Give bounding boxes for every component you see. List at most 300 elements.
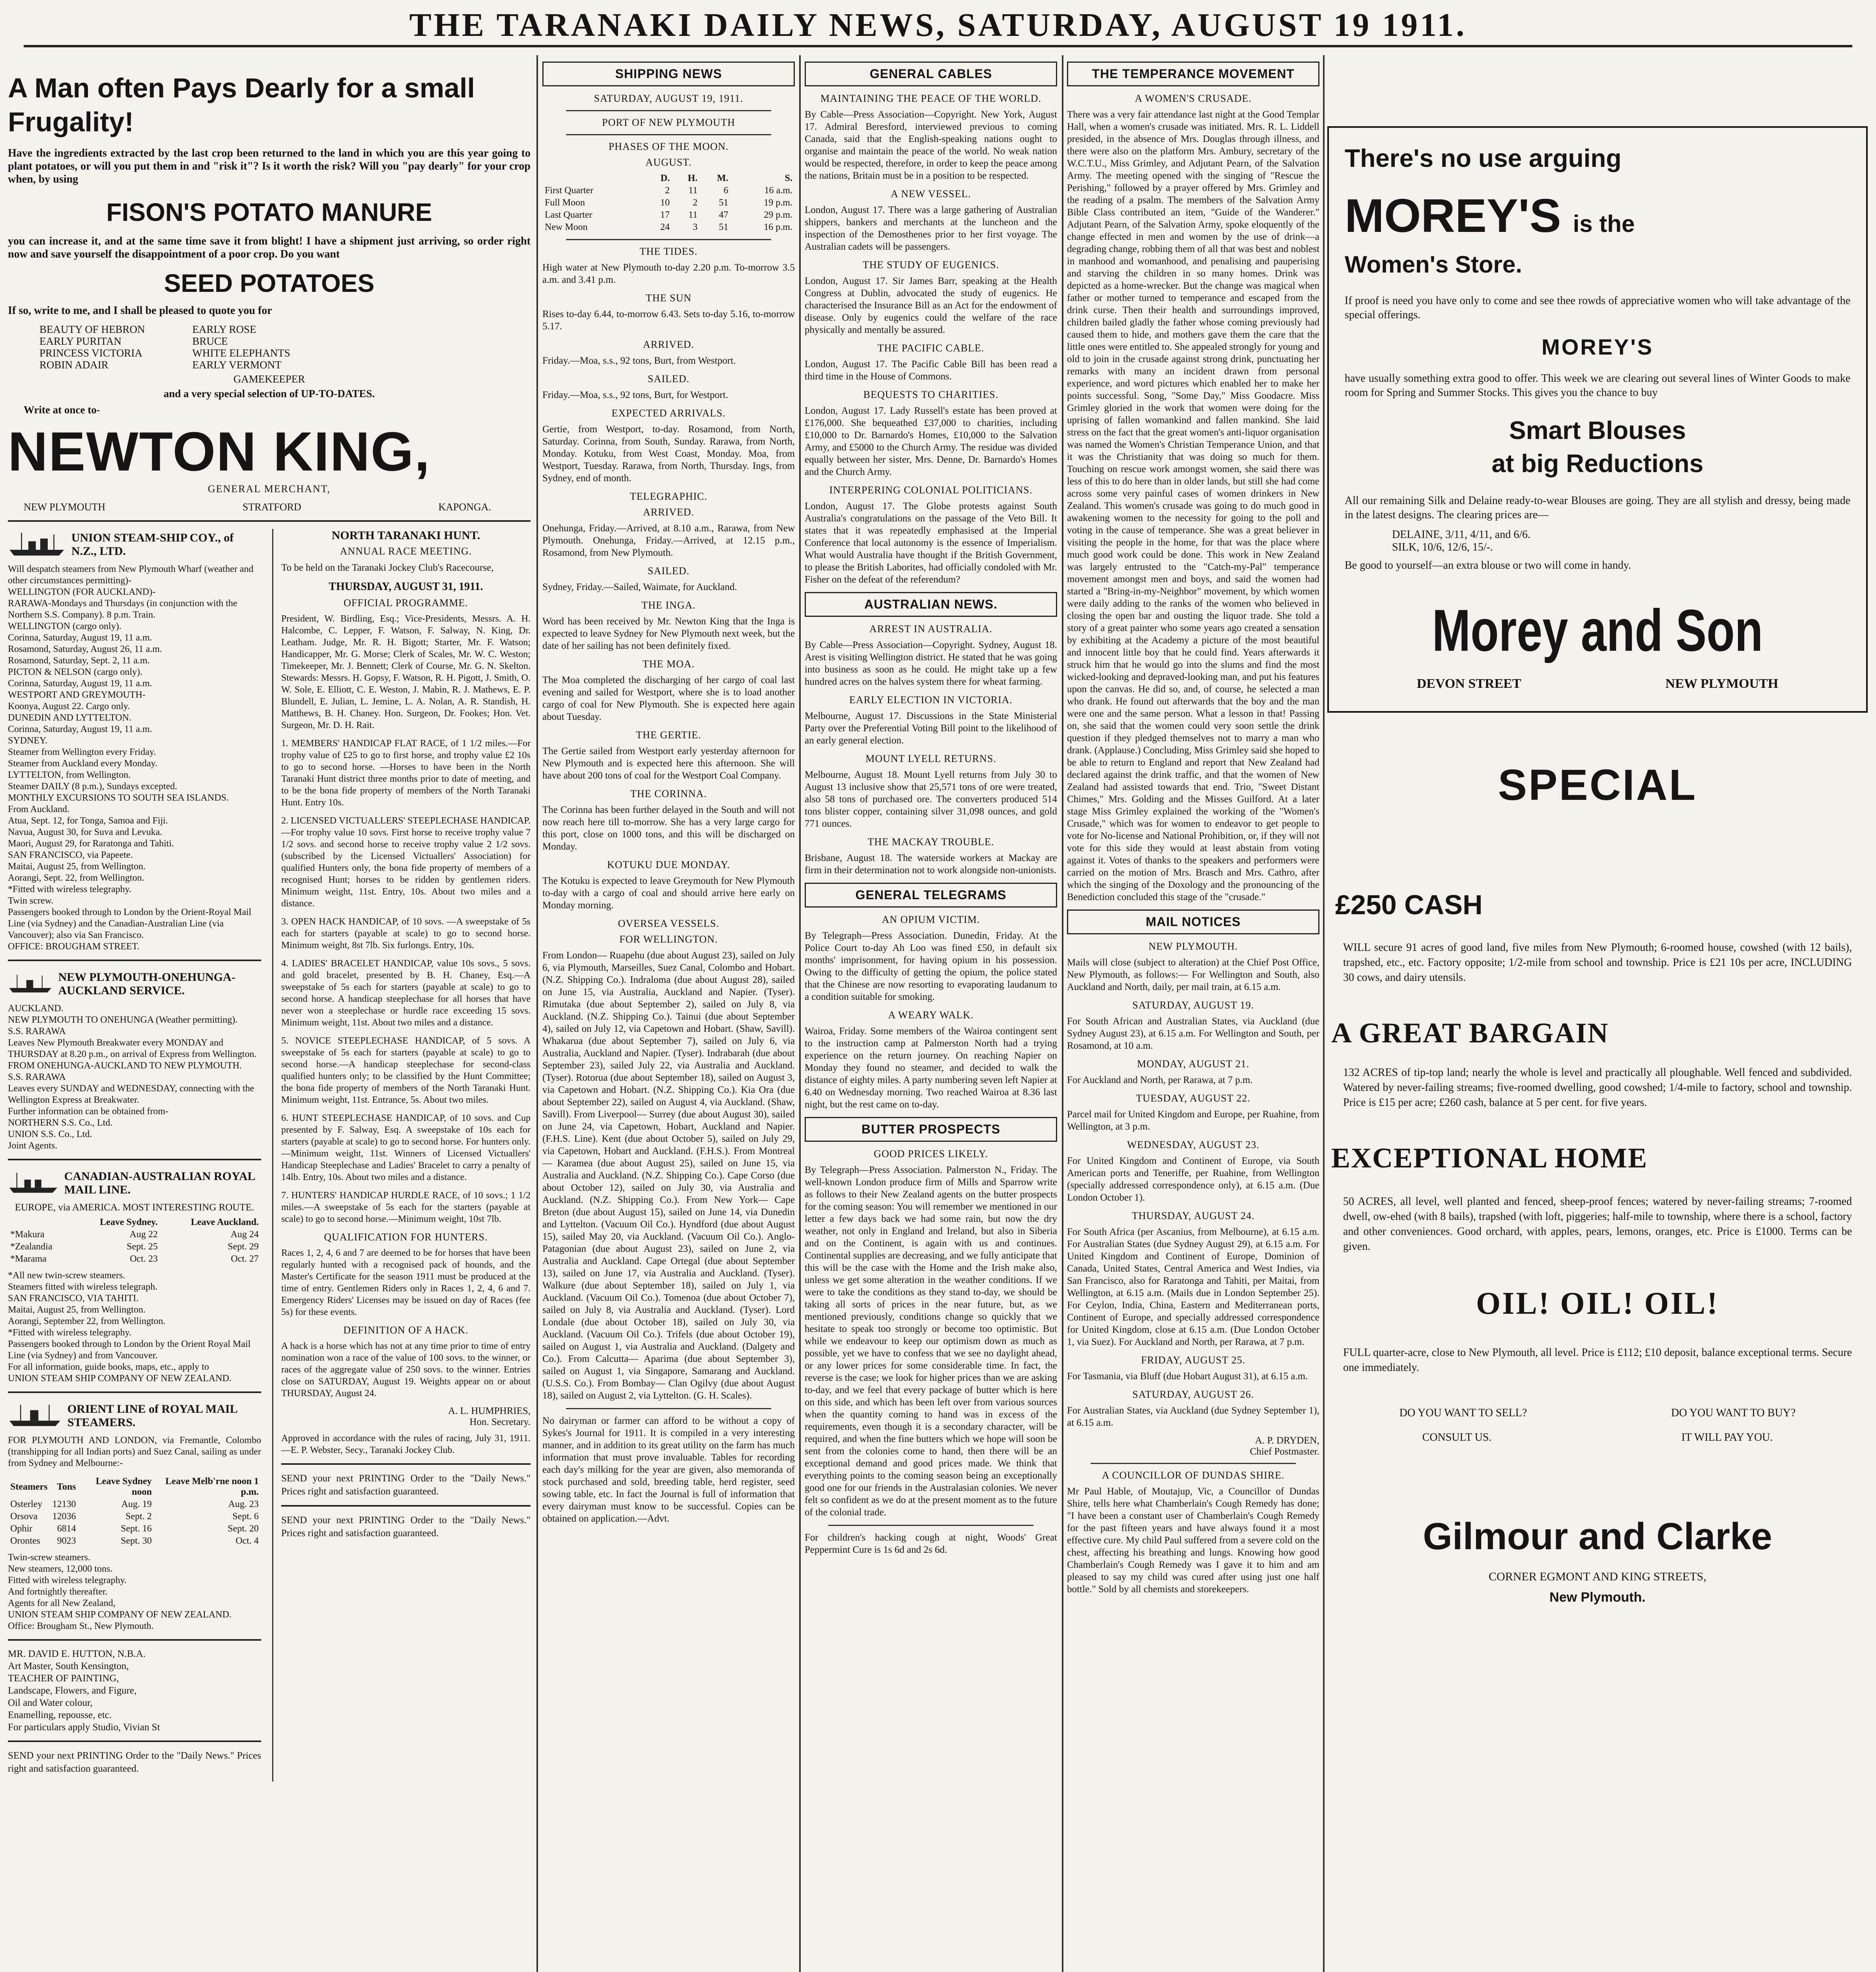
- mail-day-title: FRIDAY, AUGUST 25.: [1141, 1354, 1246, 1366]
- moreys-name-2: MOREY'S: [1541, 334, 1654, 359]
- be-good-text: Be good to yourself—an extra blouse or two will come in handy.: [1345, 559, 1631, 571]
- schedule-line: New steamers, 12,000 tons.: [8, 1564, 113, 1574]
- moreys-proof: If proof is need you have only to come and see thee rowds of appreciative women who will take advantage of the special offerings.: [1345, 295, 1850, 321]
- schedule-line: Corinna, Saturday, August 19, 11 a.m.: [8, 633, 152, 643]
- merchant-towns: [8, 495, 531, 513]
- table-row: [8, 1498, 261, 1511]
- table-cell: 24: [660, 222, 670, 232]
- table-cell: [542, 172, 645, 185]
- arrived-text: Friday.—Moa, s.s., 92 tons, Burt, from Westport.: [542, 355, 736, 366]
- schedule-line: AUCKLAND.: [8, 1003, 64, 1014]
- divider: [8, 960, 261, 961]
- schedule-line: Corinna, Saturday, August 19, 11 a.m.: [8, 724, 152, 734]
- table-cell: Aug. 19: [121, 1499, 152, 1509]
- qualification-text: Races 1, 2, 4, 6 and 7 are deemed to be for horses that have been regularly hunted with a recognised pack of hounds, and the Master's Certificate for the season 1911 must be produced at the time of entry. Gentlemen Riders only in Races 1, 2, 4, 6 and 7. Emergency Riders' Licenses may be issued on day of Races (fee 5s) for these events.: [281, 1248, 531, 1317]
- seed-intro: If so, write to me, and I shall be pleased to quote you for: [8, 304, 272, 317]
- onehunga-schedule: [8, 1003, 261, 1152]
- moreys-is-the: is the: [1573, 211, 1635, 237]
- article-title: THE MACKAY TROUBLE.: [867, 836, 994, 848]
- hunt-officials: President, W. Birdling, Esq.; Vice-Presidents, Messrs. A. H. Halcombe, C. Lepper, F. Watson, F. Salway, N. King, Dr. Leatham. Judge, Mr. R. H. Bigott; Starter, Mr. F. Watson; Handicapper, Mr. G. Morse; Clerk of Scales, Mr. W. C. Weston; Timekeeper, Mr. J. Bennett; Clerk of Course, Mr. G. N. Skelton. Stewards: Messrs. H. Gopsy, F. Watson, R. H. Pigott, J. Smith, O. W. Sole, E. Elliott, C. E. Weston, J. Mabin, R. J. Mathews, E. P. Blundell, E. Julian, L. Jemine, L. A. Nolan, A. R. Standish, H. Matthews, B. H. Chaney. Hon. Surgeon, Dr. Fookes; Hon. Vet. Surgeon, Mr. D. H. Rait.: [281, 614, 531, 730]
- table-row: [8, 1535, 261, 1547]
- table-cell: Leave Sydney.: [100, 1217, 158, 1227]
- butter-prospects-heading: BUTTER PROSPECTS: [805, 1117, 1057, 1142]
- canadian-header: [8, 1167, 261, 1199]
- race-entry: 3. OPEN HACK HANDICAP, of 10 sovs. —A sweepstake of 5s each for starters (payable at scale) to go to second horse. Minimum weight, 8st 7lb. Six furlongs. Entry, 10s.: [281, 917, 531, 951]
- table-cell: Steamers: [10, 1481, 48, 1492]
- varieties-left-list: [39, 323, 145, 371]
- gilmour-clarke-address: CORNER EGMONT AND KING STREETS,: [1489, 1570, 1706, 1583]
- varieties-right-list: [192, 323, 290, 371]
- orient-title: ORIENT LINE of ROYAL MAIL STEAMERS.: [67, 1402, 237, 1429]
- table-cell: Oct. 23: [130, 1254, 158, 1264]
- oil-text: FULL quarter-acre, close to New Plymouth, all level. Price is £112; £10 deposit, balance exceptional terms. Secure one immediately.: [1343, 1346, 1852, 1374]
- temperance-heading: THE TEMPERANCE MOVEMENT: [1067, 62, 1319, 86]
- schedule-line: Rosamond, Saturday, August 26, 11 a.m.: [8, 644, 162, 654]
- schedule-line: Maitai, August 25, from Wellington.: [8, 861, 146, 872]
- home-heading: EXCEPTIONAL HOME: [1331, 1142, 1648, 1174]
- hunt-races: [281, 738, 531, 1225]
- variety-item: PRINCESS VICTORIA: [39, 347, 142, 359]
- table-cell: Sept. 29: [228, 1242, 259, 1252]
- australian-news-heading: AUSTRALIAN NEWS.: [805, 592, 1057, 617]
- article-title: BEQUESTS TO CHARITIES.: [863, 389, 999, 400]
- onehunga-header: [8, 968, 261, 1000]
- schedule-line: Maitai, August 25, from Wellington.: [8, 1305, 146, 1315]
- table-cell: First Quarter: [545, 185, 594, 196]
- mail-day-text: For Auckland and North, per Rarawa, at 7 p.m.: [1067, 1075, 1253, 1085]
- headline-frugality: A Man often Pays Dearly for a small Frugality!: [8, 73, 475, 137]
- mail-place: NEW PLYMOUTH.: [1148, 941, 1238, 952]
- schedule-line: Leaves New Plymouth Breakwater every MONDAY and THURSDAY at 8.20 p.m., on arrival of Express from Wellington.: [8, 1038, 257, 1059]
- overseas-title: OVERSEA VESSELS.: [618, 918, 719, 929]
- canadian-sailings-table: [8, 1216, 261, 1265]
- variety-item: BEAUTY OF HEBRON: [39, 323, 145, 335]
- mail-day-title: TUESDAY, AUGUST 22.: [1136, 1092, 1251, 1104]
- arrived-title: ARRIVED.: [643, 339, 695, 350]
- seed-footer: and a very special selection of UP-TO-DATES.: [163, 388, 375, 400]
- tele-sailed-text: Sydney, Friday.—Sailed, Waimate, for Auckland.: [542, 582, 737, 592]
- column-general-cables: [805, 59, 1057, 1972]
- postmaster-role: Chief Postmaster.: [1250, 1446, 1319, 1457]
- schedule-line: Aorangi, Sept. 22, from Wellington.: [8, 873, 144, 883]
- table-cell: 2: [693, 198, 698, 208]
- sun-title: THE SUN: [645, 292, 692, 304]
- table-row: [542, 221, 795, 233]
- councillor-title: A COUNCILLOR OF DUNDAS SHIRE.: [1102, 1470, 1285, 1481]
- bargain-heading: A GREAT BARGAIN: [1331, 1017, 1609, 1049]
- table-cell: Sept. 30: [121, 1536, 152, 1546]
- article-title: ARREST IN AUSTRALIA.: [869, 623, 993, 635]
- schedule-line: Steamers fitted with wireless telegraph.: [8, 1282, 158, 1292]
- gilmour-clarke-name: Gilmour and Clarke: [1423, 1515, 1772, 1557]
- schedule-line: *Fitted with wireless telegraphy.: [8, 884, 132, 894]
- schedule-line: OFFICE: BROUGHAM STREET.: [8, 941, 140, 952]
- table-cell: 47: [719, 210, 729, 220]
- morey-address: [1345, 676, 1850, 691]
- sell-buy-line: [1327, 1407, 1868, 1419]
- schedule-line: Steamer from Wellington every Friday.: [8, 747, 156, 757]
- mail-notices-heading: MAIL NOTICES: [1067, 909, 1319, 934]
- divider: [1091, 1463, 1296, 1464]
- hunt-subcolumn: [272, 529, 531, 1782]
- merchant-role: GENERAL MERCHANT,: [207, 483, 331, 495]
- mail-day-text: For Australian States, via Auckland (due Sydney September 1), at 6.15 a.m.: [1067, 1405, 1319, 1428]
- article-title: THE STUDY OF EUGENICS.: [862, 259, 1000, 271]
- town-label: NEW PLYMOUTH: [24, 501, 106, 513]
- moreys-advert: [1327, 126, 1868, 713]
- schedule-line: Aorangi, September 22, from Wellington.: [8, 1316, 166, 1326]
- divider: [8, 1740, 261, 1742]
- article-text: By Cable—Press Association—Copyright. Sydney, August 18. Arest is visiting Wellington district. He stated that he was going into business as soon as he could. He might take up a few hundred acres on the halves system there for wheat farming.: [805, 640, 1057, 687]
- mail-day-text: For South African and Australian States, via Auckland (due Sydney August 23), at 6.15 a.m. For Wellington and South, per Rosamond, at 10 a.m.: [1067, 1016, 1319, 1051]
- article-title: EARLY ELECTION IN VICTORIA.: [849, 694, 1013, 706]
- moon-title: PHASES OF THE MOON.: [608, 141, 729, 152]
- printing-advert: SEND your next PRINTING Order to the "Daily News." Prices right and satisfaction guaranteed.: [281, 1515, 531, 1539]
- column-rule: [1062, 55, 1063, 1972]
- union-steamship-schedule: [8, 564, 261, 952]
- article-text: Melbourne, August 17. Discussions in the State Ministerial Party over the Preferential Voting Bill point to the likelihood of an early general election.: [805, 711, 1057, 746]
- town-label: STRATFORD: [242, 501, 301, 513]
- table-cell: 9023: [57, 1536, 76, 1546]
- newton-king-name: NEWTON KING,: [8, 420, 431, 482]
- table-row: [542, 209, 795, 221]
- schedule-line: NORTHERN S.S. Co., Ltd.: [8, 1118, 113, 1128]
- orient-header: [8, 1400, 261, 1432]
- divider: [8, 1639, 261, 1641]
- tele-arrived-text: Onehunga, Friday.—Arrived, at 8.10 a.m., Rarawa, from New Plymouth. Onehunga, Friday.—Arrived, at 12.15 p.m., Rosamond, from New Plymouth.: [542, 523, 795, 558]
- article-title: AN OPIUM VICTIM.: [882, 914, 980, 925]
- schedule-line: *All new twin-screw steamers.: [8, 1270, 125, 1281]
- table-cell: 51: [719, 198, 729, 208]
- steamship-icon: [8, 1400, 62, 1432]
- column-rule: [799, 55, 801, 1972]
- schedule-line: Passengers booked through to London by the Orient-Royal Mail Line (via Sydney) and the Canadian-Australian Line (via Vancouver); also via San Francisco.: [8, 907, 252, 940]
- mail-day-title: MONDAY, AUGUST 21.: [1137, 1058, 1250, 1070]
- address-town: NEW PLYMOUTH: [1665, 676, 1779, 691]
- schedule-line: Twin screw.: [8, 896, 54, 906]
- steamship-icon: [8, 968, 53, 1000]
- table-row: [542, 185, 795, 197]
- inga-text: Word has been received by Mr. Newton King that the Inga is expected to leave Sydney for New Plymouth next week, but the date of her sailing has not been definitely fixed.: [542, 616, 795, 651]
- steamship-icon: [8, 1167, 59, 1199]
- table-cell: Sept. 2: [125, 1511, 152, 1522]
- moreys-womens-store: Women's Store.: [1345, 251, 1522, 278]
- schedule-line: FROM ONEHUNGA-AUCKLAND TO NEW PLYMOUTH.: [8, 1061, 242, 1071]
- race-entry: 5. NOVICE STEEPLECHASE HANDICAP, of 5 sovs. A sweepstake of 5s each for starters (payable at scale) to go to second horse.—A handicap steeplechase for second-class qualified hunters only; to be classified by the Hunt Committee; the bona fide property of members of the North Taranaki Hunt. Minimum weight, 11st. Entrance, 5s. About two miles.: [281, 1036, 531, 1105]
- advert-line: Oil and Water colour,: [8, 1697, 93, 1708]
- table-cell: [8, 1216, 73, 1229]
- article-text: London, August 17. The Globe protests against South Australia's congratulations on the passage of the Veto Bill. It states that it was repeatedly emphasised at the Imperial Conference that local autonomy is the essence of Imperialism. What would Australia have thought if the British Government, to please the British Laborites, had officially condoled with Mr. Fisher on the defeat of the referendum?: [805, 501, 1057, 585]
- schedule-line: PICTON & NELSON (cargo only).: [8, 667, 143, 677]
- price-line: DELAINE, 3/11, 4/11, and 6/6.: [1392, 528, 1530, 541]
- canadian-notes: [8, 1270, 261, 1384]
- table-cell: New Moon: [545, 222, 588, 232]
- cash-text: WILL secure 91 acres of good land, five miles from New Plymouth; 6-roomed house, cowshed (with 12 bails), trapshed, etc., etc. Factory opposite; 1/2-mile from school and township. Price is £21 10s per acre, INCLUDING 30 cows, and dairy utensils.: [1343, 941, 1852, 984]
- table-cell: D.: [660, 173, 670, 183]
- shipping-news-heading: SHIPPING NEWS: [542, 62, 795, 86]
- overseas-text: From London— Ruapehu (due about August 23), sailed on July 6, via Plymouth, Marseilles, Suez Canal, Colombo and Hobart. (N.Z. Shipping Co.). Indraloma (due about August 28), sailed on June 15, via Australia, Auckland and Napier. (Tyser). Rimutaka (due about September 2), sailed on July 8, via Auckland. (N.Z. Shipping Co.). Tainui (due about September 4), sailed on July 12, via Capetown and Hobart. (Shaw, Savill). Whakarua (due about September 7), sailed on July 6, via Australia, Auckland and Napier. (Tyser). Indrabarah (due about September 23), sailed July 22, via Australia and Auckland. (Tyser). Rotorua (due about September 18), sailed on August 3, via Capetown and Hobart. (N.Z. Shipping Co.). Kia Ora (due about September 22), sailed on August 4, via Auckland. (Shaw, Savill). From Liverpool— Surrey (due about August 30), sailed on June 24, via Capetown, Hobart, Auckland and Napier. (F.H.S. Line). Kent (due about October 5), sailed on July 29, via Capetown, Hobart and Auckland. (F.H.S.). From Montreal— Karamea (due about August 25), sailed on June 15, via Australia and Auckland. (N.Z. Shipping Co.). Cape Corso (due about October 12), sailed on July 30, via Australia and Auckland. (N.Z. Shipping Co.). From New York— Cape Breton (due about August 15), sailed on June 14, via Dunedin and Lyttelton. (Vacuum Oil Co.). Hyndford (due about August 15), sailed May 20, via Auckland. (Vacuum Oil Co.). Anglo-Patagonian (due about August 23), sailed on June 2, via Australia and Auckland. Cape Ortegal (due about September 13), sailed on June 17, via Australia and Auckland. (Tyser). Walkure (due about September 18), sailed on July 1, via Auckland. (Vacuum Oil Co.). Tomenoa (due about October 7), sailed on July 8, via Australia and Auckland. (Tyser). Lord Londale (due about October 18), sailed on July 30, via Auckland. (Vacuum Oil Co.). Trifels (due about October 19), sailed on August 1, via Australia and Auckland. (Dalgety and Co.). From Calcutta— Aparima (due about September 3), sailed on August 1, via Singapore, Samarang and Auckland. (U.S.S. Co.). From Bombay— Clan Ogilvy (due about August 18), sailed on August 2, via Lyttelton. (G. H. Scales).: [542, 950, 795, 1401]
- councillor-text: Mr Paul Hable, of Moutajup, Vic, a Councillor of Dundas Shire, tells here what Chamberlain's Cough Remedy has done; "I have been a constant user of Chamberlain's Cough Remedy for the past fifteen years and have always found it a most effective cure. My child Paul suffered from a severe cold on the chest, affecting his breathing and lungs. Knowing how good Chamberlain's Cough Remedy was I gave it to him and am pleased to say my child was cured after using just one half bottle." Sold by all chemists and storekeepers.: [1067, 1486, 1319, 1595]
- table-cell: Aug 22: [129, 1229, 158, 1240]
- table-cell: *Marama: [10, 1254, 47, 1264]
- schedule-line: Further information can be obtained from-: [8, 1106, 169, 1117]
- bargain-text: 132 ACRES of tip-top land; nearly the whole is level and practically all ploughable. Well fenced and subdivided. Watered by never-failing streams; five-roomed dwelling, good cowshed; 1/4-mile to factory, school and township. Price is £15 per acre; £260 cash, balance at 5 per cent. for five years.: [1343, 1066, 1852, 1109]
- canadian-title: CANADIAN-AUSTRALIAN ROYAL MAIL LINE.: [64, 1170, 255, 1196]
- orient-subtitle: FOR PLYMOUTH AND LONDON, via Fremantle, Colombo (transhipping for all Indian ports) and Suez Canal, sailing as under from Sydney and Melbourne:-: [8, 1435, 261, 1468]
- moa-title: THE MOA.: [642, 658, 695, 670]
- table-cell: H.: [688, 173, 698, 183]
- mail-day-text: For South Africa (per Ascanius, from Melbourne), at 6.15 a.m. For Australian States (due Sydney August 29), at 6.15 a.m. For United Kingdom and Continent of Europe, Dominion of Canada, United States, Central America and West Indies, via San Francisco, also for Raratonga and Tahiti, per Maitai, from Wellington, at 6.15 a.m. (Mails due in London September 25). For Ceylon, India, China, Eastern and Mediterranean ports, Continent of Europe, and specially addressed correspondence for United Kingdom, close at 6.15 a.m. (Due London October 1, via Suez). For Auckland and North, per Rarawa, at 7 p.m.: [1067, 1227, 1319, 1347]
- divider: [8, 1391, 261, 1393]
- overseas-subtitle: FOR WELLINGTON.: [619, 934, 718, 945]
- table-cell: 19 p.m.: [764, 198, 792, 208]
- potato-intro: Have the ingredients extracted by the last crop been returned to the land in which you are this year going to plant potatoes, or will you put them in and "risk it"? Is it worth the risk? Will you "pay dearly" for your crop when, by using: [8, 147, 531, 185]
- moon-phases-table: [542, 172, 795, 233]
- schedule-line: Steamer from Auckland every Monday.: [8, 758, 157, 769]
- blouses-text: All our remaining Silk and Delaine ready-to-wear Blouses are going. They are all stylish and dressy, being made in the latest designs. The clearing prices are—: [1345, 495, 1850, 521]
- column-advertisements-right: [1327, 59, 1868, 1972]
- corinna-text: The Corinna has been further delayed in the South and will not now reach here till to-morrow. She has a very large cargo for this port, close on 1000 tons, and this will be discharged on Monday.: [542, 805, 795, 852]
- sykes-journal-notice: No dairyman or farmer can afford to be without a copy of Sykes's Journal for 1911. It is compiled in a very interesting manner, and in addition to its great utility on the farm has much information that must prove invaluable. Tables for recording each day's milking for the year are given, also memoranda of stock purchased and sold, breeding table, herd register, seed sowing table, etc. In fact the Journal is full of information that every dairyman must know to be successful. Copies can be obtained on application.—Advt.: [542, 1416, 795, 1524]
- race-entry: 4. LADIES' BRACELET HANDICAP, value 10s sovs., 5 sovs. and gold bracelet, presented by B. H. Chaney, Esq.—A sweepstake of 5s each for starters (payable at scale) to go to second horse. A handicap steeplechase for all horses that have never won a steeplechase or hurdle race exceeding 15 sovs. Minimum weight, 11st. About two miles and a distance.: [281, 958, 531, 1028]
- table-cell: Tons: [57, 1481, 76, 1492]
- manure-text: you can increase it, and at the same time save it from blight! I have a shipment just arriving, so order right now and save yourself the disappointment of a poor crop. Do you want: [8, 235, 531, 260]
- article-text: London, August 17. The Pacific Cable Bill has been read a third time in the House of Commons.: [805, 359, 1057, 382]
- hunt-title: NORTH TARANAKI HUNT.: [331, 529, 480, 542]
- article-text: London, August 17. Sir James Barr, speaking at the Health Congress at Dublin, advocated the study of eugenics. He characterised the Insurance Bill as an Act for the endowment of disease. Only by eugenics could the welfare of the race physically and mentally be assured.: [805, 276, 1057, 335]
- hack-title: DEFINITION OF A HACK.: [343, 1324, 469, 1336]
- schedule-line: For all information, guide books, maps, etc., apply to: [8, 1362, 209, 1372]
- mail-day-title: THURSDAY, AUGUST 24.: [1132, 1210, 1255, 1221]
- expected-title: EXPECTED ARRIVALS.: [611, 407, 726, 419]
- variety-item: EARLY VERMONT: [192, 359, 282, 371]
- morey-and-son-name: Morey and Son: [1432, 597, 1763, 663]
- schedule-line: And fortnightly thereafter.: [8, 1587, 108, 1597]
- sell-question: DO YOU WANT TO SELL?: [1399, 1407, 1527, 1419]
- mail-intro: Mails will close (subject to alteration) at the Chief Post Office, New Plymouth, as follows:— For Wellington and South, also Auckland and North, daily, per mail train, at 6.15 a.m.: [1067, 957, 1319, 992]
- canadian-subtitle: EUROPE, via AMERICA. MOST INTERESTING ROUTE.: [15, 1202, 254, 1213]
- table-cell: Osterley: [10, 1499, 43, 1509]
- table-cell: 17: [660, 210, 670, 220]
- printing-advert: SEND your next PRINTING Order to the "Daily News." Prices right and satisfaction guaranteed.: [281, 1473, 531, 1497]
- table-cell: 51: [719, 222, 729, 232]
- article-text: Brisbane, August 18. The waterside workers at Mackay are firm in their determination not to work alongside non-unionists.: [805, 853, 1057, 876]
- potato-varieties: [8, 323, 531, 371]
- table-cell: Sept. 25: [127, 1242, 158, 1252]
- tides-text: High water at New Plymouth to-day 2.20 p.m. To-morrow 3.5 a.m. and 3.41 p.m.: [542, 262, 795, 285]
- column-rule: [1323, 55, 1325, 1972]
- masthead: THE TARANAKI DAILY NEWS, SATURDAY, AUGUST 19 1911.: [24, 6, 1852, 47]
- moreys-arguing: There's no use arguing: [1345, 144, 1622, 172]
- race-entry: 2. LICENSED VICTUALLERS' STEEPLECHASE HANDICAP.—For trophy value 10 sovs. First horse to receive trophy value 7 1/2 sovs. and second horse to receive trophy value 2 1/2 sovs. (subscribed by the Licensed Victuallers' Association) for qualified Hunters only, the bona fide property of members of a recognised Hunt; horses to be ridden by gentlemen riders. Minimum weight, 11st. Entry, 10s. About two miles and a distance.: [281, 816, 531, 909]
- column-temperance: [1067, 59, 1319, 1972]
- table-cell: Orontes: [10, 1536, 40, 1546]
- mail-schedule: [1067, 999, 1319, 1429]
- general-cables-heading: GENERAL CABLES: [805, 62, 1057, 86]
- seed-potatoes-title: SEED POTATOES: [164, 269, 375, 297]
- divider: [566, 239, 771, 240]
- table-cell: Sept. 20: [228, 1524, 259, 1534]
- schedule-line: SAN FRANCISCO, VIA TAHITI.: [8, 1293, 139, 1303]
- table-cell: 6: [723, 185, 729, 196]
- variety-item: BRUCE: [192, 335, 228, 347]
- mail-day-title: SATURDAY, AUGUST 19.: [1132, 999, 1254, 1011]
- mail-day-title: SATURDAY, AUGUST 26.: [1132, 1389, 1254, 1400]
- advert-line: Art Master, South Kensington,: [8, 1661, 129, 1671]
- port-title: PORT OF NEW PLYMOUTH: [602, 117, 735, 128]
- table-cell: Leave Melb'rne noon 1 p.m.: [165, 1476, 259, 1497]
- variety-item: EARLY PURITAN: [39, 335, 121, 347]
- variety-item: ROBIN ADAIR: [39, 359, 108, 371]
- postmaster-name: A. P. DRYDEN,: [1255, 1435, 1319, 1446]
- tele-arrived-title: ARRIVED.: [643, 506, 695, 518]
- article-title: THE PACIFIC CABLE.: [877, 342, 985, 354]
- mail-day-text: For United Kingdom and Continent of Europe, via South American ports and Teneriffe, per Ruahine, from Wellington (specially addressed correspondence only), at 6.15 a.m. (Due London October 1).: [1067, 1156, 1319, 1203]
- schedule-line: Leaves every SUNDAY and WEDNESDAY, connecting with the Wellington Express at Breakwater.: [8, 1083, 254, 1105]
- secretary-name: A. L. HUMPHRIES,: [448, 1406, 531, 1416]
- table-header-row: [542, 172, 795, 185]
- table-cell: 2: [665, 185, 670, 196]
- gertie-text: The Gertie sailed from Westport early yesterday afternoon for New Plymouth and is expected here this afternoon. She will have about 200 tons of coal for the Westport Coal Company.: [542, 746, 795, 781]
- consult-line: [1327, 1431, 1868, 1444]
- table-cell: Sept. 6: [232, 1511, 259, 1522]
- table-cell: Full Moon: [545, 198, 585, 208]
- special-heading: SPECIAL: [1498, 761, 1697, 809]
- race-entry: 1. MEMBERS' HANDICAP FLAT RACE, of 1 1/2 miles.—For trophy value of £25 to go to first horse, and trophy value £2 10s to go to second horse. —Horses to have been in the North Taranaki Hunt district three months prior to date of meeting, and to be the bona fide property of members of the North Taranaki Hunt. Entry 10s.: [281, 738, 531, 808]
- table-cell: 29 p.m.: [764, 210, 792, 220]
- table-cell: 6814: [57, 1524, 76, 1534]
- schedule-line: Twin-screw steamers.: [8, 1552, 90, 1563]
- schedule-line: Joint Agents.: [8, 1141, 58, 1151]
- moon-month: AUGUST.: [645, 157, 692, 168]
- general-telegrams-heading: GENERAL TELEGRAMS: [805, 883, 1057, 908]
- table-cell: 3: [693, 222, 698, 232]
- divider: [566, 110, 771, 111]
- union-steamship-title: UNION STEAM-SHIP COY., of N.Z., LTD.: [71, 531, 234, 558]
- moreys-name: MOREY'S: [1345, 189, 1561, 242]
- table-row: [8, 1241, 261, 1253]
- table-cell: Leave Sydney noon: [95, 1476, 152, 1497]
- table-cell: Orsova: [10, 1511, 38, 1522]
- schedule-line: Steamer DAILY (8 p.m.), Sundays excepted.: [8, 781, 178, 792]
- divider: [566, 134, 771, 135]
- hunt-date: THURSDAY, AUGUST 31, 1911.: [329, 581, 483, 593]
- table-cell: S.: [785, 173, 792, 183]
- table-cell: Sept. 16: [121, 1524, 152, 1534]
- schedule-line: From Auckland.: [8, 804, 69, 814]
- table-cell: *Makura: [10, 1229, 45, 1240]
- table-cell: Leave Auckland.: [191, 1217, 259, 1227]
- schedule-line: RARAWA-Mondays and Thursdays (in conjunction with the Northern S.S. Company). 8 p.m. Train.: [8, 598, 237, 620]
- table-cell: 16 a.m.: [764, 185, 792, 196]
- variety-item: WHITE ELEPHANTS: [192, 347, 290, 359]
- schedule-line: Maori, August 29, for Raratonga and Tahiti.: [8, 838, 174, 849]
- table-row: [8, 1511, 261, 1523]
- town-label: KAPONGA.: [438, 501, 491, 513]
- secretary-role: Hon. Secretary.: [469, 1417, 531, 1427]
- price-line: SILK, 10/6, 12/6, 15/-.: [1392, 541, 1493, 553]
- table-cell: *Zealandia: [10, 1242, 52, 1252]
- table-cell: 16 p.m.: [764, 222, 792, 232]
- article-title: A WEARY WALK.: [888, 1009, 974, 1021]
- article-title: MAINTAINING THE PEACE OF THE WORLD.: [820, 93, 1042, 104]
- schedule-line: Passengers booked through to London by the Orient Royal Mail Line (via Sydney) and from Vancouver.: [8, 1339, 251, 1361]
- column-shipping-news: [542, 59, 795, 1972]
- kotuku-title: KOTUKU DUE MONDAY.: [607, 859, 730, 870]
- schedule-line: Fitted with wireless telegraphy.: [8, 1575, 127, 1585]
- buy-question: DO YOU WANT TO BUY?: [1671, 1407, 1796, 1419]
- article-text: By Telegraph—Press Association. Dunedin, Friday. At the Police Court to-day Ah Loo was fined £50, in default six months' imprisonment, for having opium in his possession. Owing to the difficulty of getting the opium, the police stated that the Chinese are now resorting to evaporating laudanum to a condition suitable for smoking.: [805, 930, 1057, 1002]
- qualification-title: QUALIFICATION FOR HUNTERS.: [324, 1231, 488, 1243]
- variety-item: EARLY ROSE: [192, 323, 256, 335]
- mail-day-text: For Tasmania, via Bluff (due Hobart August 31), at 6.15 a.m.: [1067, 1371, 1308, 1382]
- divider: [8, 1159, 261, 1160]
- table-cell: 12130: [52, 1499, 76, 1509]
- schedule-line: SYDNEY.: [8, 736, 48, 746]
- orient-notes: [8, 1552, 261, 1632]
- schedule-line: *Fitted with wireless telegraphy.: [8, 1328, 132, 1338]
- schedule-line: WESTPORT AND GREYMOUTH-: [8, 690, 146, 700]
- table-row: [8, 1523, 261, 1535]
- hunt-held: To be held on the Taranaki Jockey Club's Racecourse,: [281, 562, 494, 573]
- moreys-weekly: have usually something extra good to offer. This week we are clearing out several lines of Winter Goods to make room for Spring and Summer Stocks. This gives you the chance to buy: [1345, 372, 1850, 399]
- article-text: By Telegraph—Press Association. Palmerston N., Friday. The well-known London produce firm of Mills and Sparrow write as follows to their New Zealand agents on the butter prospects for the coming season: You will remember we mentioned in our letter a few days back we had some rain, but now the dry weather, not only in England and Ireland, but also in Siberia and on the Continent, is again with us and continues. Continental supplies are decreasing, and we fully anticipate that this will be the case with the Home and the Irish make also, unless we get some alteration in the weather conditions. If we were to take the conditions as they stand to-day, we should be taking all sorts of prices in the near future, but, as we mentioned previously, conditions change so quickly that we hesitate to speak too strongly or become too optimistic. But while we endeavour to keep our optimism down as much as possible, yet we have to confess that we see no daylight ahead, or any lower prices for some considerable time. In fact, the reverse is the case; we look for higher prices than we are asking to-day, and we feel that every package of butter which is here on this side, and which has been left over from various sources when the quantity coming to hand was in excess of the requirements, even though it is a secondary character, will be required, and when the fine butters which we hope will soon be sent from the colonies come to hand, then there will be an exceptional demand and good prices made. We think that everything points to the coming season being an exceptionally good one for our friends in the Australasian colonies. We never felt so confident as we do at the present moment as to the future of the colonial trade.: [805, 1165, 1057, 1518]
- divider: [8, 520, 531, 522]
- schedule-line: Corinna, Saturday, August 19, 11 a.m.: [8, 678, 152, 689]
- column-advertisements-left: [8, 59, 531, 1972]
- hunt-programme: OFFICIAL PROGRAMME.: [344, 597, 468, 609]
- gertie-title: THE GERTIE.: [636, 729, 701, 741]
- temperance-text: There was a very fair attendance last night at the Good Templar Hall, when a women's crusade was initiated. Mrs. R. L. Liddell presided, in the absence of Mrs. Douglas through illness, and there were also on the platform Mrs. Ambury, secretary of the W.C.T.U., Miss Grimley, and Adjutant Pearn, of the Salvation Army. The meeting opened with the singing of "Rescue the Perishing," followed by a prayer offered by Mrs. Grimley and the reading of a psalm. The members of the Salvation Army Bible Class contributed an item, "Guide of the Wanderer." Adjutant Pearn, of the Salvation Army, spoke eloquently of the change effected in men and women by the use of drink—a degrading change, robbing them of all that was best and noblest in manhood and womanhood, and penalising and pauperising and starving the children in so many homes. Drink was depicted as a home-wrecker. But the change was magical when father or mother turned to temperance and escaped from the drink curse. Then their health and surroundings improved, children bailed gladly the father whose coming previously had caused them to hide, and mothers gave them the care that the little ones were entitled to. She appealed strongly for young and old to join in the crusade against strong drink, punctuating her remarks with many an incident drawn from personal experience, and word pictures which enabled her to make her points successful. Song, "Some Day," Miss Goodacre. Miss Grimley gloried in the work that women were doing for the uprising of fallen womankind and fallen mankind. She laid stress on the fact that the great women's anti-liquor organisation was named the Women's Christian Temperance Union, and that it was the Christianity that was doing so much for them. Touching on rescue work amongst women, she said there was less of this to do here than in older lands, but still she had come across some very painful cases of women drinkers in New Zealand. This women's crusade was going to do much good in awakening women to the necessity for going to the poll and voting in the cause of temperance. She was a great believer in visiting the people in the home, for that was the place where much good work could be done. This work in New Zealand was largely entrusted to the "Catch-my-Pal" temperance movement amongst men and boys, and said the women had started a "Bring-in-my-Neighbor" movement, by which women were daily adding to the ranks of the women who believed in closing the open bar and ousting the liquor trade. She told a story of a great painter who some years ago created a sensation by exhibiting at the Academy a picture of the most beautiful and innocent little boy that he could find. Years afterwards it struck him that he would go into the slums and find the most wicked-looking and depraved-looking man, and put his features upon the canvas. He did so, and, of course, he selected a man who drank. He found out afterwards that the boy and the man were one and the same person. What a lesson in that! Passing on, she said that the women could very soon settle the drink question if they pledged themselves not to marry a man who drank. (Applause.) Concluding, Miss Grimley said she hoped to be able to return to England and report that New Zealand had declared against the drink traffic, and that the women of New Zealand had assisted towards that end. Trio, "Sweet Distant Chimes," Mrs. Golding and the Misses Guilford. At a later stage Miss Grimley explained the working of the "Women's Crusade," which was for women to endeavor to get people to vote for No-license and National Prohibition, or, if they will not vote for this side they would at least abstain from voting against it. Votes of thanks to the speakers and performers were carried on the motion of Mrs. Brasch and Mrs. Cathro, after which the singing of the Doxology and the pronouncing of the Benediction concluded this stage of the "crusade.": [1067, 109, 1319, 902]
- article-title: INTERPERING COLONIAL POLITICIANS.: [829, 484, 1033, 496]
- onehunga-title: NEW PLYMOUTH-ONEHUNGA-AUCKLAND SERVICE.: [58, 971, 235, 997]
- hutton-advert: [8, 1648, 261, 1733]
- table-cell: Last Quarter: [545, 210, 592, 220]
- schedule-line: Will despatch steamers from New Plymouth Wharf (weather and other circumstances permitting)-: [8, 564, 254, 586]
- advert-line: MR. DAVID E. HUTTON, N.B.A.: [8, 1649, 146, 1659]
- advert-line: Enamelling, repousse, etc.: [8, 1710, 112, 1720]
- table-cell: 11: [688, 185, 698, 196]
- expected-text: Gertie, from Westport, to-day. Rosamond, from North, Saturday. Corinna, from South, Sunday. Rarawa, from North, Monday. Kotuku, from West Coast, Monday. Moa, from Westport, Tuesday. Rarawa, from North, Thursday. Ings, from Sydney, end of month.: [542, 424, 795, 484]
- table-cell: 12036: [52, 1511, 76, 1522]
- table-header-row: [8, 1216, 261, 1229]
- hunt-approved: Approved in accordance with the rules of racing, July 31, 1911.—E. P. Webster, Secy., Taranaki Jockey Club.: [281, 1433, 531, 1455]
- schedule-line: Navua, August 30, for Suva and Levuka.: [8, 827, 163, 837]
- oil-heading: OIL! OIL! OIL!: [1476, 1286, 1719, 1321]
- advert-line: For particulars apply Studio, Vivian St: [8, 1722, 160, 1733]
- table-cell: Aug. 23: [228, 1499, 259, 1509]
- mail-day-text: Parcel mail for United Kingdom and Europe, per Ruahine, from Wellington, at 3 p.m.: [1067, 1109, 1319, 1132]
- table-cell: 11: [688, 210, 698, 220]
- moa-text: The Moa completed the discharging of her cargo of coal last evening and sailed for Westport, where she is to load another cargo of coal for New Plymouth. She is expected here again about Tuesday.: [542, 675, 795, 722]
- schedule-line: UNION STEAM SHIP COMPANY OF NEW ZEALAND.: [8, 1610, 232, 1620]
- schedule-line: LYTTELTON, from Wellington.: [8, 770, 131, 780]
- table-cell: Oct. 27: [231, 1254, 259, 1264]
- sailed-title: SAILED.: [648, 373, 689, 385]
- peppermint-advert: For children's hacking cough at night, Woods' Great Peppermint Cure is 1s 6d and 2s 6d.: [805, 1532, 1057, 1555]
- article-text: London, August 17. There was a large gathering of Australian shippers, bankers and merchants at the luncheon and the inspection of the Demosthenes prior to her first voyage. The Australian cadets will be passengers.: [805, 205, 1057, 252]
- race-entry: 6. HUNT STEEPLECHASE HANDICAP, of 10 sovs. and Cup presented by F. Salway, Esq. A sweepstake of 10s each for starters (payable at scale) to go to second horse. For hunters only.—Minimum weight, 11st. Winners of Licensed Victuallers' Handicap Steeplechase and Ladies' Bracelet to carry a penalty of 14lb. Entry, 10s. About two miles and a distance.: [281, 1113, 531, 1182]
- table-cell: Aug 24: [230, 1229, 259, 1240]
- home-text: 50 ACRES, all level, well planted and fenced, sheep-proof fences; watered by never-failing streams; 7-roomed dwell, ow-ehed (with 8 bails), trapshed (with loft, piggeries; half-mile to township, where there is a school, factory and other conveniences. Good orchard, with apples, pears, lemons, oranges, etc. Price is £1000. Terms can be given.: [1343, 1195, 1852, 1253]
- table-row: [8, 1229, 261, 1241]
- advert-line: TEACHER OF PAINTING,: [8, 1673, 119, 1684]
- schedule-line: UNION S.S. Co., Ltd.: [8, 1129, 92, 1139]
- schedule-line: Atua, Sept. 12, for Tonga, Samoa and Fiji.: [8, 816, 168, 826]
- variety-extra: GAMEKEEPER: [233, 373, 305, 385]
- schedule-line: NEW PLYMOUTH TO ONEHUNGA (Weather permitting).: [8, 1015, 238, 1025]
- divider: [281, 1463, 531, 1465]
